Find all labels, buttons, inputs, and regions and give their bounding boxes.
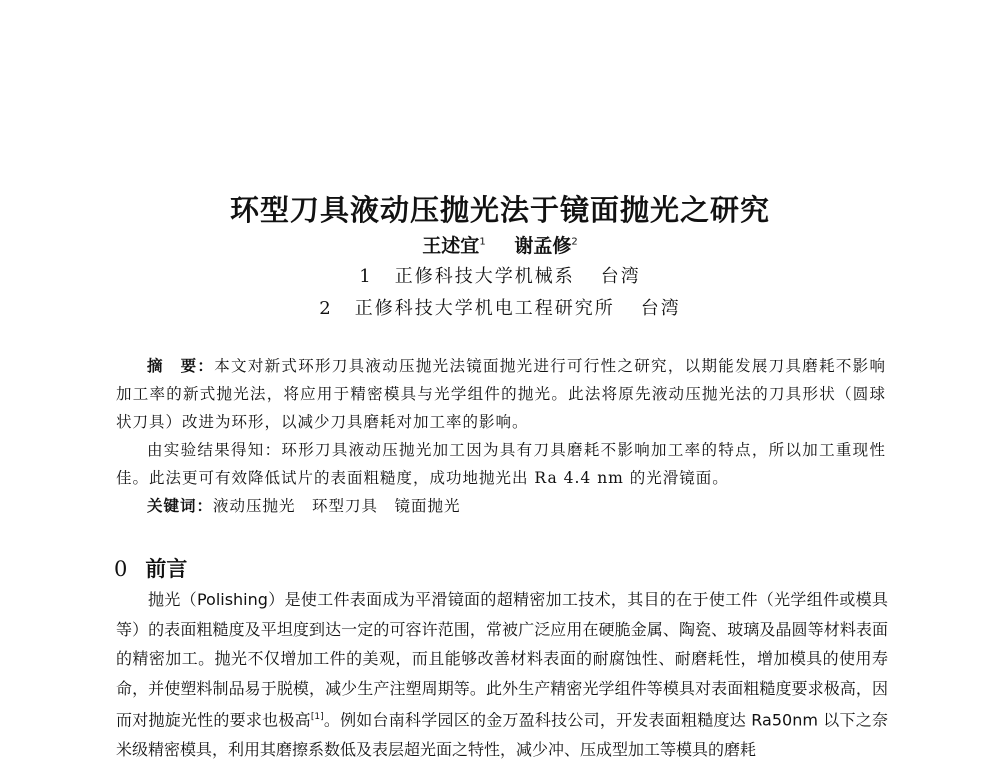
affiliation-location: 台湾 — [640, 298, 681, 319]
affiliation-1 — [0, 262, 1000, 288]
paper-title: 环型刀具液动压抛光法于镜面抛光之研究 — [229, 193, 770, 227]
section-title: 前言 — [145, 556, 188, 581]
body-text-part-2: 。例如台南科学园区的金万盈科技公司，开发表面粗糙度达 Ra50nm 以下之奈米级精密模具，利用其磨擦系数低及表层超光面之特性，减少冲、压成型加工等模具的磨耗 — [116, 710, 888, 759]
author-name: 谢孟修 — [514, 235, 572, 257]
abstract-paragraph-1 — [116, 352, 886, 436]
abstract-text-1: 本文对新式环形刀具液动压抛光法镜面抛光进行可行性之研究，以期能发展刀具磨耗不影响加工率的新式抛光法，将应用于精密模具与光学组件的抛光。此法将原先液动压抛光法的刀具形状（圆球状刀具）改进为环形，以减少刀具磨耗对加工率的影响。 — [116, 357, 886, 431]
author-mark: 2 — [571, 236, 578, 248]
keywords-text: 液动压抛光 环型刀具 镜面抛光 — [213, 497, 461, 515]
author-1 — [422, 235, 485, 257]
affiliation-location: 台湾 — [600, 266, 641, 287]
abstract-paragraph-2: 由实验结果得知：环形刀具液动压抛光加工因为具有刀具磨耗不影响加工率的特点，所以加工重现性佳。此法更可有效降低试片的表面粗糙度，成功地抛光出 Ra 4.4 nm 的光滑镜面。 — [116, 441, 886, 487]
affiliation-name: 正修科技大学机电工程研究所 — [354, 298, 615, 319]
author-name: 王述宜 — [422, 235, 480, 257]
affiliation-number: 1 — [359, 266, 373, 287]
abstract-label: 摘 要： — [147, 357, 215, 375]
abstract-block — [116, 352, 886, 520]
keywords-line — [116, 492, 886, 520]
keywords-label: 关键词： — [147, 497, 214, 515]
affiliation-number: 2 — [319, 298, 333, 319]
body-text-part-1: 抛光（Polishing）是使工件表面成为平滑镜面的超精密加工技术，其目的在于使工件（光学组件或模具等）的表面粗糙度及平坦度到达一定的可容许范围，常被广泛应用在硬脆金属、陶瓷、玻璃及晶圆等材料表面的精密加工。抛光不仅增加工件的美观，而且能够改善材料表面的耐腐蚀性、耐磨耗性，增加模具的使用寿命，并使塑料制品易于脱模，减少生产注塑周期等。此外生产精密光学组件等模具对表面粗糙度要求极高，因而对抛旋光性的要求也极高 — [116, 590, 888, 730]
section-number: 0 — [114, 557, 128, 581]
author-mark: 1 — [479, 236, 486, 248]
author-line — [0, 231, 1000, 258]
citation-mark: [1] — [310, 712, 324, 722]
author-2 — [514, 235, 577, 257]
section-heading — [114, 553, 187, 583]
affiliation-name: 正修科技大学机械系 — [394, 266, 575, 287]
body-paragraph — [116, 585, 888, 760]
affiliation-2 — [0, 294, 1000, 320]
